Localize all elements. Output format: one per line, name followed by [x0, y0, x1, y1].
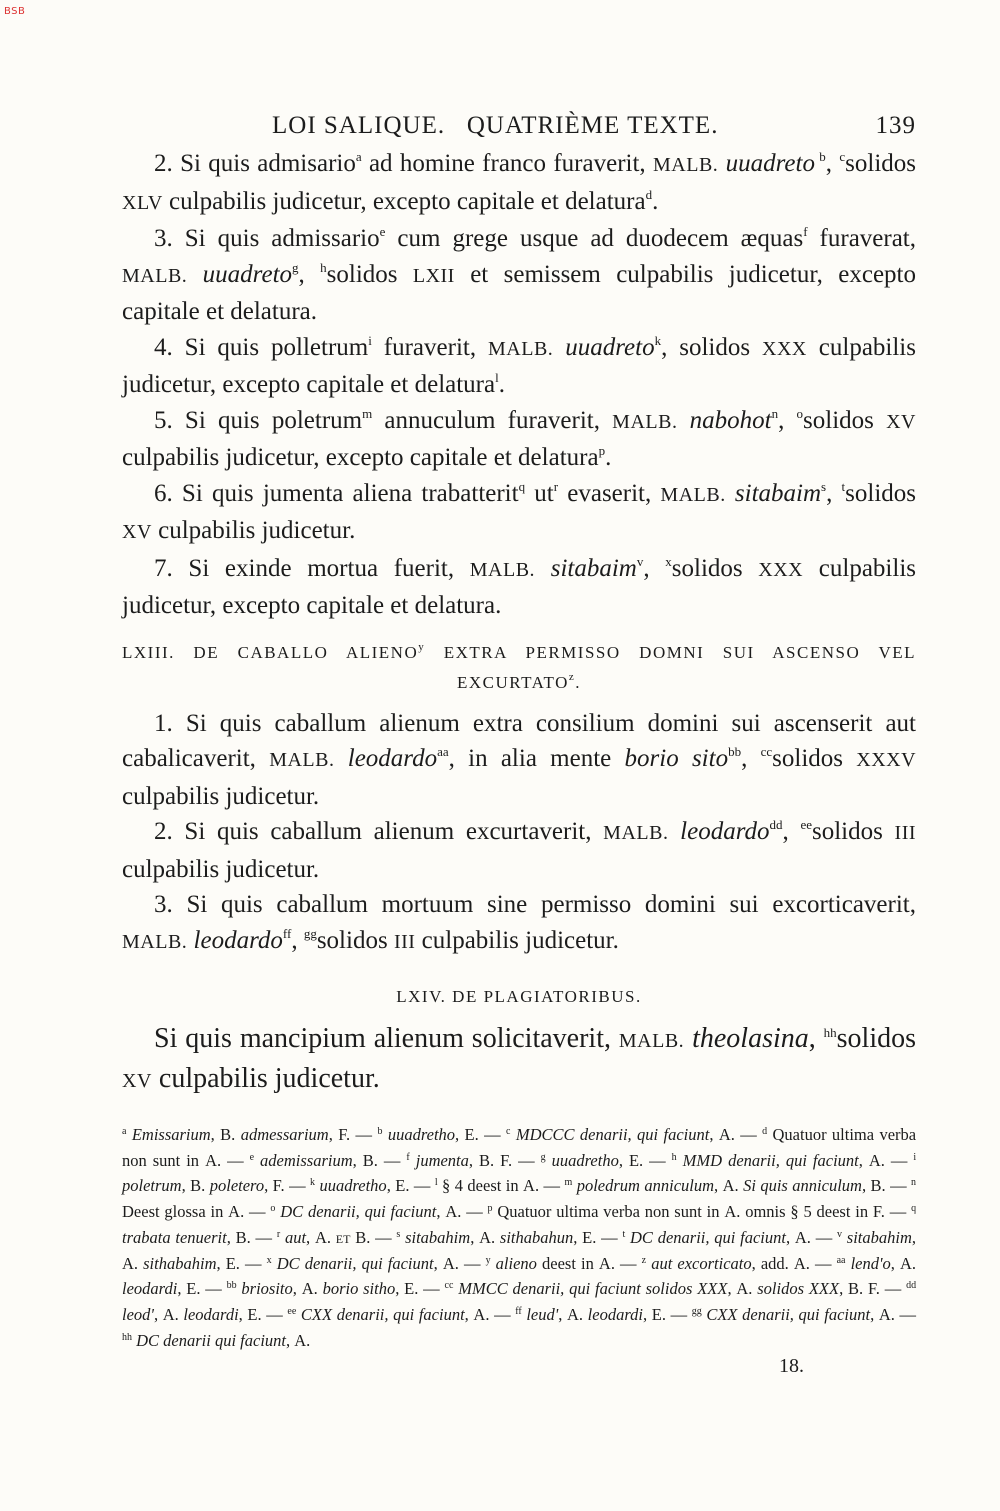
running-header	[122, 112, 916, 140]
library-stamp: BSB	[4, 6, 26, 17]
footnotes: $^a$ Emissarium, B. admessarium, F. — $^b$ uuadretho, E. — $^c$ MDCCC denarii, qui faciunt, A. — $^d$ Quatuor ultima verba non sunt in A. — $^e$ ademissarium, B. — $^f$ jumenta, B. F. — $^g$ uuadretho, E. — $^h$ MMD denarii, qui faciunt, A. — $^i$ poletrum, B. poletero, F. — $^k$ uuadretho, E. — $^l$ § 4 deest in A. — $^m$ poledrum anniculum, A. Si quis anniculum, B. — $^n$ Deest glossa in A. — $^o$ DC denarii, qui faciunt, A. — $^p$ Quatuor ultima verba non sunt in A. omnis § 5 deest in F. — $^q$ trabata tenuerit, B. — $^r$ aut, A. et B. — $^s$ sitabahim, A. sithabahun, E. — $^t$ DC denarii, qui faciunt, A. — $^v$ sitabahim, A. sithabahim, E. — $^x$ DC denarii, qui faciunt, A. — $^y$ alieno deest in A. — $^z$ aut excorticato, add. A. — $^{aa}$ lend'o, A. leodardi, E. — $^{bb}$ briosito, A. borio sitho, E. — $^{cc}$ MMCC denarii, qui faciunt solidos XXX, A. solidos XXX, B. F. — $^{dd}$ leod', A. leodardi, E. — $^{ee}$ CXX denarii, qui faciunt, A. — $^{ff}$ leud', A. leodardi, E. — $^{gg}$ CXX denarii, qui faciunt, A. — $^{hh}$ DC denarii qui faciunt, A.	[122, 1125, 917, 1350]
paragraph: 5. Si quis poletrum$^m$ annuculum furaverit, MALB. nabohot$^n$, $^o$solidos XV culpabilis judicetur, excepto capitale et delatura$^p$.	[122, 405, 916, 471]
section-heading-lxiii: LXIII. DE CABALLO ALIENO$^y$ EXTRA PERMISSO DOMNI SUI ASCENSO VEL EXCURTATO$^z$.	[122, 640, 916, 692]
paragraph: 6. Si quis jumenta aliena trabatterit$^q$ $ut^r$ evaserit, MALB. sitabaim$^s$, $^t$solidos XV culpabilis judicetur.	[122, 478, 917, 544]
paragraph: 2. Si quis caballum alienum excurtaverit, MALB. leodardo$^{dd}$, $^{ee}$solidos III culpabilis judicetur.	[122, 817, 917, 883]
running-title: LOI SALIQUE. QUATRIÈME TEXTE.	[272, 112, 719, 139]
section-lxiii-text	[122, 706, 916, 961]
signature-mark: 18.	[779, 1355, 804, 1378]
paragraph: 4. Si quis polletrum$^i$ furaverit, MALB. uuadreto$^k$, solidos XXX culpabilis judicetur, excepto capitale et delatura$^l$.	[122, 332, 916, 398]
paragraph: 7. Si exinde mortua fuerit, MALB. sitabaim$^v$, $^x$solidos XXX culpabilis judicetur, excepto capitale et delatura.	[122, 553, 916, 619]
paragraph: 2. Si quis admisario$^a$ ad homine franco furaverit, MALB. uuadreto $^b$, $^c$solidos XLV culpabilis judicetur, excepto capitale et delatura$^d$.	[122, 149, 917, 215]
page	[122, 112, 916, 1378]
section-lxiv-text	[122, 1020, 916, 1100]
paragraph: 1. Si quis caballum alienum extra consilium domini sui ascenserit aut cabalicaverit, MALB. leodardo$^{aa}$, in alia mente borio sito$^{bb}$, $^{cc}$solidos XXXV culpabilis judicetur.	[122, 709, 917, 810]
section-lxii-text	[122, 146, 916, 624]
page-number: 139	[875, 112, 916, 139]
paragraph: 3. Si quis caballum mortuum sine permisso domini sui excorticaverit, MALB. leodardo$^{ff}$, $^{gg}$solidos III culpabilis judicetur.	[122, 891, 916, 954]
paragraph: 3. Si quis admissario$^e$ cum grege usque ad duodecem æquas$^f$ furaverat, MALB. uuadreto$^g$, $^h$solidos LXII et semissem culpabilis judicetur, excepto capitale et delatura.	[122, 224, 917, 325]
section-heading-lxiv: LXIV. DE PLAGIATORIBUS.	[396, 987, 642, 1006]
paragraph: Si quis mancipium alienum solicitaverit, MALB. theolasina, $^{hh}$solidos XV culpabilis judicetur.	[122, 1023, 917, 1094]
